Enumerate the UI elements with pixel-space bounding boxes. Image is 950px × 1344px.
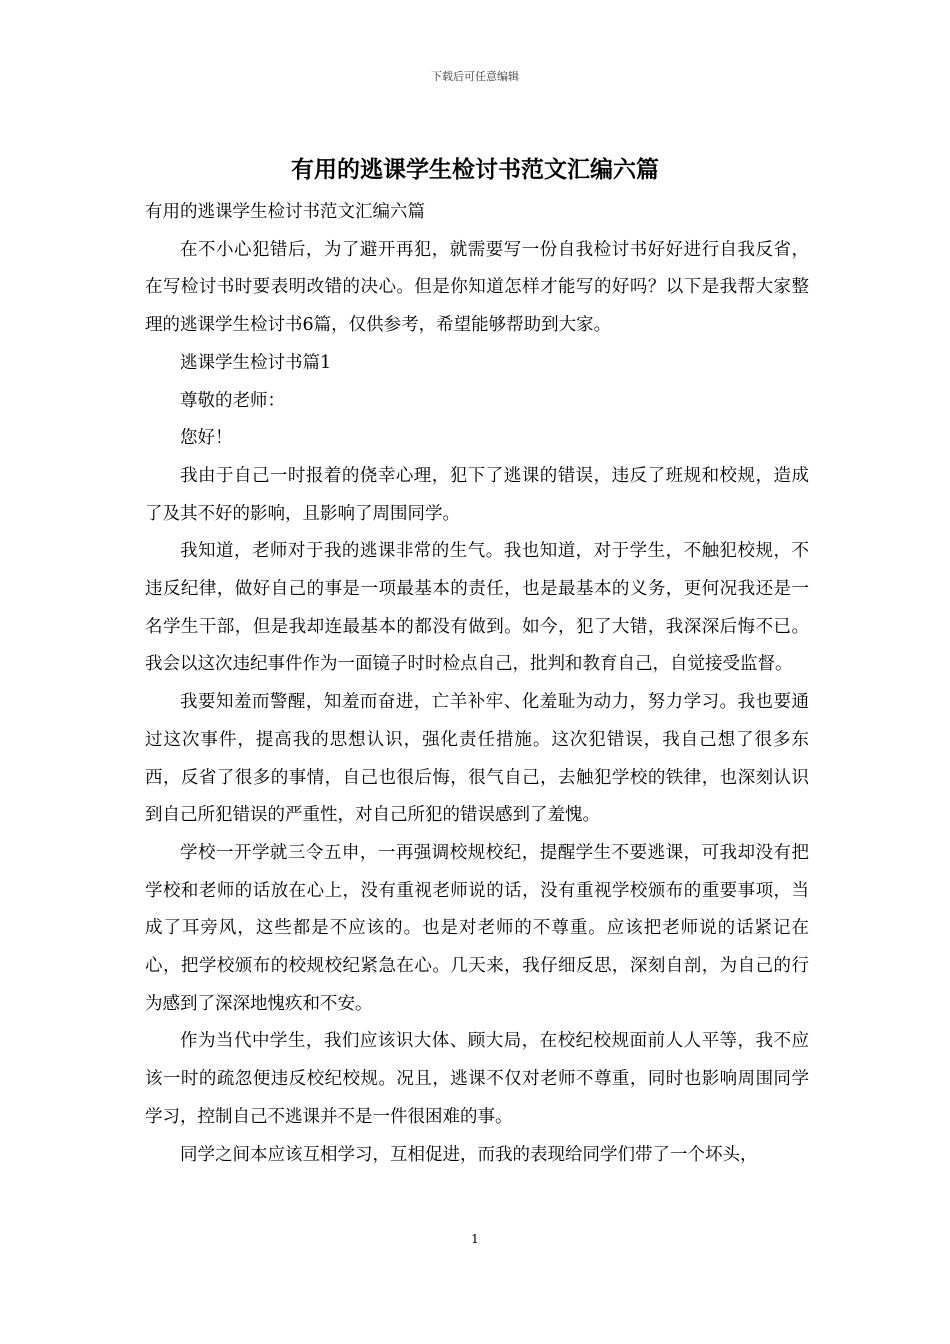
paragraph: 我要知羞而警醒，知羞而奋进，亡羊补牢、化羞耻为动力，努力学习。我也要通过这次事件，提高我的思想认识，强化责任措施。这次犯错误，我自己想了很多东西，反省了很多的事情，自己也很后悔，很气自己，去触犯学校的铁律，也深刻认识到自己所犯错误的严重性，对自己所犯的错误感到了羞愧。	[145, 692, 809, 826]
greeting: 您好！	[180, 428, 233, 449]
document-body	[145, 194, 809, 1174]
paragraph-intro: 在不小心犯错后，为了避开再犯，就需要写一份自我检讨书好好进行自我反省，在写检讨书时要表明改错的决心。但是你知道怎样才能写的好吗？以下是我帮大家整理的逃课学生检讨书6篇，仅供参考，希望能够帮助到大家。	[145, 239, 809, 336]
paragraph: 我由于自己一时报着的侥幸心理，犯下了逃课的错误，违反了班规和校规，造成了及其不好的影响，且影响了周围同学。	[145, 465, 809, 524]
paragraph: 作为当代中学生，我们应该识大体、顾大局，在校纪校规面前人人平等，我不应该一时的疏忽便违反校纪校规。况且，逃课不仅对老师不尊重，同时也影响周围同学学习，控制自己不逃课并不是一件很困难的事。	[145, 1031, 809, 1127]
document-title: 有用的逃课学生检讨书范文汇编六篇	[291, 156, 659, 183]
salutation: 尊敬的老师：	[180, 390, 285, 411]
page-number: 1	[471, 1232, 479, 1246]
paragraph: 学校一开学就三令五申，一再强调校规校纪，提醒学生不要逃课，可我却没有把学校和老师的话放在心上，没有重视老师说的话，没有重视学校颁布的重要事项，当成了耳旁风，这些都是不应该的。也是对老师的不尊重。应该把老师说的话紧记在心，把学校颁布的校规校纪紧急在心。几天来，我仔细反思，深刻自剖，为自己的行为感到了深深地愧疚和不安。	[145, 842, 809, 1014]
header-note: 下载后可任意编辑	[431, 70, 519, 83]
document-subtitle: 有用的逃课学生检讨书范文汇编六篇	[145, 202, 425, 222]
section-heading: 逃课学生检讨书篇1	[180, 352, 332, 373]
paragraph: 同学之间本应该互相学习，互相促进，而我的表现给同学们带了一个坏头，	[180, 1144, 758, 1165]
paragraph: 我知道，老师对于我的逃课非常的生气。我也知道，对于学生，不触犯校规，不违反纪律，做好自己的事是一项最基本的责任，也是最基本的义务，更何况我还是一名学生干部，但是我却连最基本的都没有做到。如今，犯了大错，我深深后悔不已。我会以这次违纪事件作为一面镜子时时检点自己，批判和教育自己，自觉接受监督。	[145, 541, 809, 675]
